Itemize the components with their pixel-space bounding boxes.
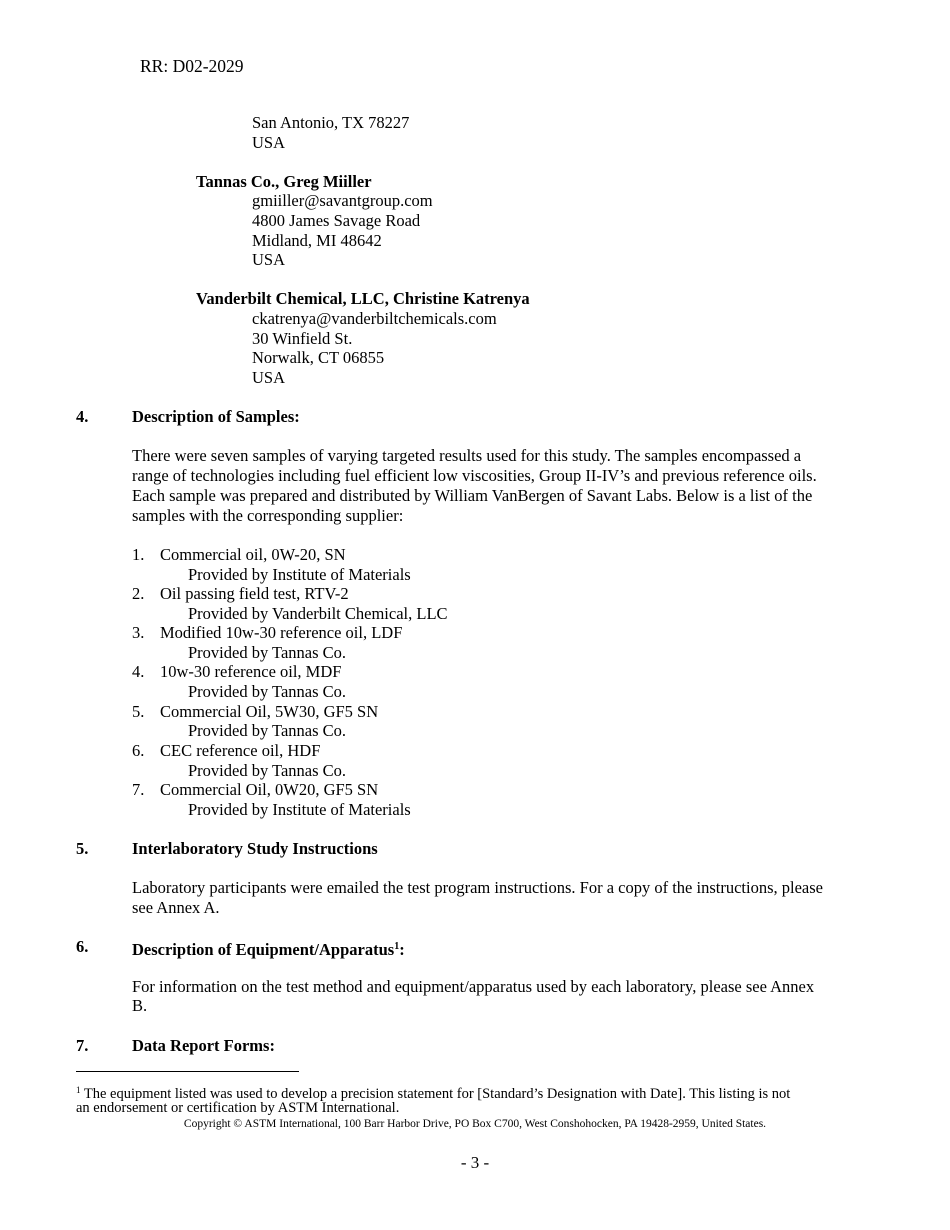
contact-name: Tannas Co., Greg Miiller [196,172,372,191]
contact-country: USA [252,250,286,269]
report-number: RR: D02-2029 [140,56,244,76]
sample-name: Commercial oil, 0W-20, SN [160,545,346,564]
section-title: Interlaboratory Study Instructions [132,839,378,858]
sample-provider: Provided by Tannas Co. [188,761,347,780]
section-number: 5. [76,839,89,858]
section-title-text: Description of Equipment/Apparatus [132,940,395,959]
list-item-number: 7. [132,780,145,799]
contact-city: San Antonio, TX 78227 [252,113,410,132]
section-title-suffix: : [399,940,405,959]
list-item-number: 6. [132,741,145,760]
sample-name: Oil passing field test, RTV-2 [160,584,349,603]
paragraph-line: see Annex A. [132,898,220,917]
sample-provider: Provided by Tannas Co. [188,643,347,662]
paragraph-line: Laboratory participants were emailed the test program instructions. For a copy of the instructions, please [132,878,823,897]
sample-provider: Provided by Vanderbilt Chemical, LLC [188,604,448,623]
paragraph-line: range of technologies including fuel efficient low viscosities, Group II-IV’s and previous reference oils. [132,466,817,485]
footnote-continuation: an endorsement or certification by ASTM International. [76,1100,400,1116]
page-number: - 3 - [460,1153,490,1172]
section-number: 6. [76,937,89,956]
sample-name: Commercial Oil, 5W30, GF5 SN [160,702,379,721]
footnote-reference[interactable]: 1 [394,941,400,952]
section-number: 4. [76,407,89,426]
list-item-number: 3. [132,623,145,642]
footnote-marker: 1 [76,1085,81,1095]
sample-name: 10w-30 reference oil, MDF [160,662,342,681]
sample-provider: Provided by Tannas Co. [188,682,347,701]
list-item-number: 4. [132,662,145,681]
sample-name: Commercial Oil, 0W20, GF5 SN [160,780,379,799]
contact-email: gmiiller@savantgroup.com [252,191,433,210]
sample-name: CEC reference oil, HDF [160,741,321,760]
paragraph-line: samples with the corresponding supplier: [132,506,404,525]
sample-name: Modified 10w-30 reference oil, LDF [160,623,403,642]
list-item-number: 5. [132,702,145,721]
contact-country: USA [252,133,286,152]
paragraph-line: There were seven samples of varying targeted results used for this study. The samples encompassed a [132,446,802,465]
section-title [132,937,405,960]
sample-provider: Provided by Institute of Materials [188,565,411,584]
contact-email: ckatrenya@vanderbiltchemicals.com [252,309,497,328]
sample-provider: Provided by Tannas Co. [188,721,347,740]
contact-street: 4800 James Savage Road [252,211,421,230]
footnote-text: The equipment listed was used to develop a precision statement for [Standard’s Designation with Date]. This listing is not [80,1086,791,1102]
contact-city: Norwalk, CT 06855 [252,348,385,367]
sample-provider: Provided by Institute of Materials [188,800,411,819]
contact-name: Vanderbilt Chemical, LLC, Christine Katrenya [196,289,530,308]
contact-street: 30 Winfield St. [252,329,353,348]
list-item-number: 2. [132,584,145,603]
contact-city: Midland, MI 48642 [252,231,382,250]
paragraph-line: For information on the test method and equipment/apparatus used by each laboratory, please see Annex [132,977,815,996]
contact-country: USA [252,368,286,387]
paragraph-line: Each sample was prepared and distributed by William VanBergen of Savant Labs. Below is a list of the [132,486,813,505]
section-title: Description of Samples: [132,407,300,426]
copyright-notice: Copyright © ASTM International, 100 Barr Harbor Drive, PO Box C700, West Conshohocken, PA 19428-2959, United States. [183,1118,767,1130]
section-title: Data Report Forms: [132,1036,275,1055]
list-item-number: 1. [132,545,145,564]
section-number: 7. [76,1036,89,1055]
paragraph-line: B. [132,996,148,1015]
footnote-separator [76,1071,299,1072]
